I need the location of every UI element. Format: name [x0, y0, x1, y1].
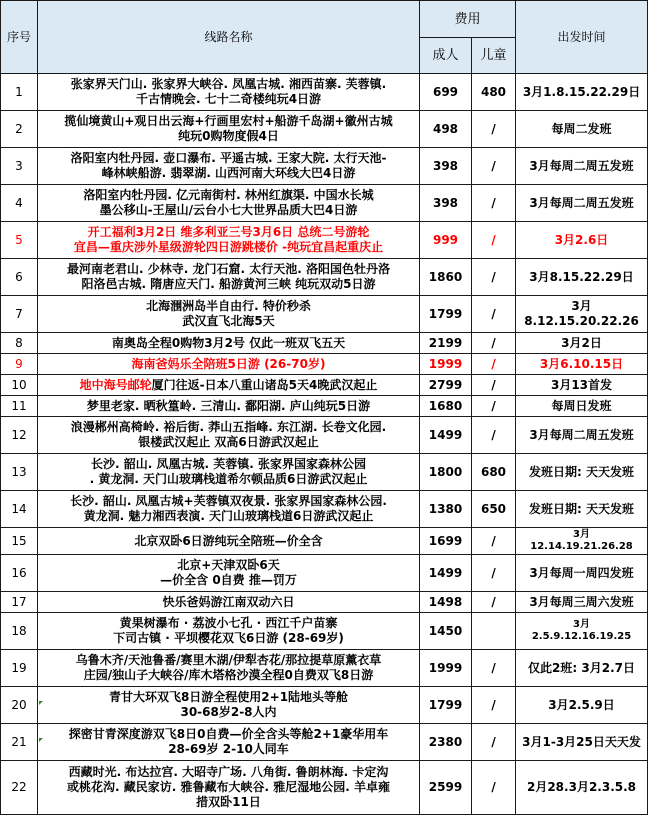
comment-marker [39, 701, 43, 705]
route-line: 西藏时光. 布达拉宫. 大昭寺广场. 八角街. 鲁朗林海. 卡定沟 [68, 765, 389, 779]
table-row [1, 259, 648, 296]
table-row [1, 296, 648, 333]
adult-price-cell[interactable]: 398 [420, 148, 472, 185]
table-row [1, 111, 648, 148]
table-row [1, 592, 648, 613]
route-name-cell[interactable] [38, 491, 420, 528]
header-adult[interactable]: 成人 [420, 38, 472, 74]
row-number[interactable]: 14 [1, 491, 38, 528]
route-line: 长沙. 韶山. 凤凰古城. 芙蓉镇. 张家界国家森林公园 [91, 457, 366, 471]
child-price-cell[interactable]: / [472, 592, 516, 613]
route-line: 快乐爸妈游江南双动六日 [162, 594, 295, 609]
route-name-cell[interactable] [38, 222, 420, 259]
adult-price-cell[interactable]: 498 [420, 111, 472, 148]
table-row [1, 724, 648, 761]
route-line: 黄果树瀑布 · 荔波小七孔 · 西江千户苗寨 [119, 616, 338, 630]
route-line: 最河南老君山. 少林寺. 龙门石窟. 太行天池. 洛阳国色牡丹洛 [67, 262, 390, 276]
departure-line: 2.5.9.12.16.19.25 [531, 631, 632, 642]
row-number[interactable]: 6 [1, 259, 38, 296]
route-line: 北京+天津双卧6天 [177, 558, 280, 572]
route-name-cell[interactable] [38, 528, 420, 555]
departure-line: 发班日期: 天天发班 [529, 501, 634, 516]
departure-line: 3月2.6日 [554, 232, 609, 247]
departure-line: 3月每周三周六发班 [529, 594, 634, 609]
adult-price-cell[interactable]: 1380 [420, 491, 472, 528]
route-line: 探密甘青深度游双飞8日0自费—价全含头等舱2+1豪华用车 [68, 727, 389, 741]
row-number[interactable]: 13 [1, 454, 38, 491]
row-number[interactable]: 16 [1, 555, 38, 592]
departure-cell[interactable] [516, 333, 648, 354]
route-line: 开工福利3月2日 维多利亚三号3月6日 总统二号游轮 [87, 225, 370, 239]
table-row [1, 222, 648, 259]
row-number[interactable]: 21 [1, 724, 38, 761]
row-number[interactable]: 15 [1, 528, 38, 555]
adult-price-cell[interactable]: 1799 [420, 296, 472, 333]
departure-cell[interactable] [516, 613, 648, 650]
row-number[interactable]: 19 [1, 650, 38, 687]
departure-line: 每周二发班 [551, 121, 612, 136]
departure-cell[interactable] [516, 74, 648, 111]
header-departure[interactable]: 出发时间 [516, 1, 648, 74]
child-price-cell[interactable]: / [472, 555, 516, 592]
child-price-cell[interactable]: / [472, 528, 516, 555]
departure-cell[interactable] [516, 354, 648, 375]
adult-price-cell[interactable]: 1450 [420, 613, 472, 650]
child-price-cell[interactable]: / [472, 650, 516, 687]
route-line: 阳洛邑古城. 隋唐应天门. 船游黄河三峡 纯玩双动5日游 [81, 277, 376, 291]
row-number[interactable]: 22 [1, 761, 38, 815]
route-line: —价全含 0自费 推—罚万 [160, 573, 297, 587]
route-name-cell[interactable] [38, 650, 420, 687]
departure-cell[interactable] [516, 687, 648, 724]
route-name-cell[interactable] [38, 724, 420, 761]
route-name-cell[interactable] [38, 613, 420, 650]
route-line: 北京双卧6日游纯玩全陪班—价全含 [134, 533, 323, 548]
header-child[interactable]: 儿童 [472, 38, 516, 74]
departure-line: 3月每周二周五发班 [529, 158, 634, 173]
departure-line: 3月13首发 [550, 377, 613, 392]
table-row [1, 687, 648, 724]
row-number[interactable]: 7 [1, 296, 38, 333]
adult-price-cell[interactable]: 1680 [420, 396, 472, 417]
departure-cell[interactable] [516, 222, 648, 259]
child-price-cell[interactable]: / [472, 687, 516, 724]
child-price-cell[interactable]: 650 [472, 491, 516, 528]
adult-price-cell[interactable]: 1860 [420, 259, 472, 296]
departure-cell[interactable] [516, 650, 648, 687]
route-line: 揽仙境黄山+观日出云海+行画里宏村+船游千岛湖+徽州古城 [64, 114, 393, 128]
table-row [1, 555, 648, 592]
adult-price-cell[interactable]: 1499 [420, 417, 472, 454]
table-row [1, 185, 648, 222]
header-fee[interactable]: 费用 [420, 1, 516, 38]
departure-line: 3月每周二周五发班 [529, 427, 634, 442]
route-name-cell[interactable] [38, 396, 420, 417]
departure-line: 8.12.15.20.22.26 [524, 314, 639, 328]
route-line: 长沙. 韶山. 凤凰古城+芙蓉镇双夜景. 张家界国家森林公园. [70, 494, 387, 508]
route-name-cell[interactable] [38, 592, 420, 613]
route-line: 峰林峡船游. 翡翠湖. 山西河南大环线大巴4日游 [101, 166, 356, 180]
header-no[interactable]: 序号 [1, 1, 38, 74]
child-price-cell[interactable]: / [472, 185, 516, 222]
route-name-cell[interactable] [38, 333, 420, 354]
departure-line: 3月每周二周五发班 [529, 195, 634, 210]
route-line: 梦里老家. 晒秋篁岭. 三清山. 鄱阳湖. 庐山纯玩5日游 [86, 398, 371, 413]
route-line: 武汉直飞北海5天 [182, 314, 275, 328]
route-line: 银楼武汉起止 双高6日游武汉起止 [138, 435, 319, 449]
row-number[interactable]: 2 [1, 111, 38, 148]
adult-price-cell[interactable]: 2199 [420, 333, 472, 354]
departure-line: 仅此2班: 3月2.7日 [528, 660, 635, 675]
route-line: 下司古镇 · 平坝樱花双飞6日游 (28-69岁) [113, 631, 344, 645]
route-line: 30-68岁2-8人内 [180, 705, 277, 719]
table-row [1, 375, 648, 396]
route-line: 千古情晚会. 七十二奇楼纯玩4日游 [135, 92, 322, 106]
adult-price-cell[interactable]: 999 [420, 222, 472, 259]
route-line: 浪漫郴州高椅岭. 裕后街. 莽山五指峰. 东江湖. 长卷文化园. [70, 420, 387, 434]
route-name-cell[interactable] [38, 259, 420, 296]
departure-line: 3月 [573, 619, 590, 630]
departure-cell[interactable] [516, 375, 648, 396]
child-price-cell[interactable]: / [472, 148, 516, 185]
adult-price-cell[interactable]: 1499 [420, 555, 472, 592]
departure-cell[interactable] [516, 454, 648, 491]
route-line: 28-69岁 2-10人同车 [168, 742, 289, 756]
departure-cell[interactable] [516, 491, 648, 528]
adult-price-cell[interactable]: 699 [420, 74, 472, 111]
table-row [1, 613, 648, 650]
route-name-cell[interactable] [38, 354, 420, 375]
child-price-cell[interactable]: / [472, 724, 516, 761]
departure-cell[interactable] [516, 724, 648, 761]
departure-cell[interactable] [516, 148, 648, 185]
route-name-cell[interactable] [38, 185, 420, 222]
departure-cell[interactable] [516, 417, 648, 454]
route-line: 南奥岛全程0购物3月2号 仅此一班双飞五天 [111, 335, 346, 350]
departure-line: 3月8.15.22.29日 [529, 269, 634, 284]
departure-line: 3月2日 [561, 335, 602, 350]
departure-cell[interactable] [516, 528, 648, 555]
departure-cell[interactable] [516, 185, 648, 222]
route-name-cell[interactable] [38, 74, 420, 111]
departure-line: 3月6.10.15日 [539, 356, 624, 371]
adult-price-cell[interactable]: 1799 [420, 687, 472, 724]
departure-cell[interactable] [516, 592, 648, 613]
row-number[interactable]: 11 [1, 396, 38, 417]
route-line: 纯玩0购物度假4日 [178, 129, 279, 143]
child-price-cell[interactable]: / [472, 396, 516, 417]
child-price-cell[interactable]: 680 [472, 454, 516, 491]
route-line: 庄园/独山子大峡谷/库木塔格沙漠全程0自费双飞8日游 [83, 668, 374, 682]
row-number[interactable]: 8 [1, 333, 38, 354]
adult-price-cell[interactable]: 1699 [420, 528, 472, 555]
route-name-cell[interactable] [38, 296, 420, 333]
route-name-cell[interactable] [38, 761, 420, 815]
header-route[interactable]: 线路名称 [38, 1, 420, 74]
comment-marker [39, 738, 43, 742]
route-line: 海南爸妈乐全陪班5日游 (26-70岁) [131, 356, 326, 371]
row-number[interactable]: 9 [1, 354, 38, 375]
child-price-cell[interactable]: / [472, 111, 516, 148]
row-number[interactable]: 17 [1, 592, 38, 613]
adult-price-cell[interactable]: 2799 [420, 375, 472, 396]
route-line: 厦门往返-日本八重山诸岛5天4晚武汉起止 [151, 377, 378, 392]
route-line: 洛阳室内牡丹园. 亿元南街村. 林州红旗渠. 中国水长城 [83, 188, 374, 202]
route-line: 青甘大环双飞8日游全程使用2+1陆地头等舱 [108, 690, 349, 704]
departure-line: 3月 [571, 299, 592, 313]
departure-cell[interactable] [516, 111, 648, 148]
departure-line: 3月2.5.9日 [548, 697, 615, 712]
row-number[interactable]: 18 [1, 613, 38, 650]
departure-cell[interactable] [516, 259, 648, 296]
departure-line: 3月 [573, 529, 590, 540]
route-line: 墨公移山-王屋山/云台小七大世界品质大巴4日游 [99, 203, 358, 217]
adult-price-cell[interactable]: 1498 [420, 592, 472, 613]
table-row [1, 148, 648, 185]
child-price-cell[interactable]: 480 [472, 74, 516, 111]
departure-cell[interactable] [516, 761, 648, 815]
route-name-cell[interactable] [38, 148, 420, 185]
route-highlight: 地中海号邮轮 [79, 377, 152, 392]
route-line: 或桃花沟. 藏民家访. 雅鲁藏布大峡谷. 雅尼湿地公园. 羊卓雍 [67, 780, 390, 794]
table-row [1, 761, 648, 815]
route-name-cell[interactable] [38, 454, 420, 491]
departure-cell[interactable] [516, 296, 648, 333]
departure-cell[interactable] [516, 555, 648, 592]
table-row [1, 528, 648, 555]
route-line: 北海涠洲岛半自由行. 特价秒杀 [146, 299, 311, 313]
row-number[interactable]: 3 [1, 148, 38, 185]
child-price-cell[interactable]: / [472, 761, 516, 815]
table-row [1, 74, 648, 111]
table-row [1, 491, 648, 528]
table-row [1, 650, 648, 687]
row-number[interactable]: 1 [1, 74, 38, 111]
row-number[interactable]: 4 [1, 185, 38, 222]
table-row [1, 417, 648, 454]
table-row [1, 396, 648, 417]
child-price-cell[interactable]: / [472, 333, 516, 354]
departure-cell[interactable] [516, 396, 648, 417]
row-number[interactable]: 5 [1, 222, 38, 259]
child-price-cell[interactable] [472, 613, 516, 650]
route-name-cell[interactable] [38, 555, 420, 592]
route-line: 宜昌—重庆涉外星级游轮四日游跳楼价 -纯玩宜昌起重庆止 [73, 240, 384, 254]
child-price-cell[interactable]: / [472, 354, 516, 375]
row-number[interactable]: 20 [1, 687, 38, 724]
row-number[interactable]: 10 [1, 375, 38, 396]
route-line: 措双卧11日 [196, 795, 261, 809]
departure-line: 12.14.19.21.26.28 [530, 541, 633, 552]
adult-price-cell[interactable]: 398 [420, 185, 472, 222]
adult-price-cell[interactable]: 2599 [420, 761, 472, 815]
adult-price-cell[interactable]: 1800 [420, 454, 472, 491]
child-price-cell[interactable]: / [472, 296, 516, 333]
route-line: 乌鲁木齐/天池鲁番/赛里木湖/伊犁杏花/那拉提草原薰衣草 [75, 653, 382, 667]
child-price-cell[interactable]: / [472, 417, 516, 454]
route-name-cell[interactable] [38, 687, 420, 724]
departure-line: 发班日期: 天天发班 [529, 464, 634, 479]
route-name-cell[interactable] [38, 417, 420, 454]
child-price-cell[interactable]: / [472, 375, 516, 396]
route-line: 洛阳室内牡丹园. 壶口瀑布. 平遥古城. 王家大院. 太行天池- [70, 151, 387, 165]
departure-line: 3月1.8.15.22.29日 [522, 84, 641, 99]
child-price-cell[interactable]: / [472, 222, 516, 259]
adult-price-cell[interactable]: 1999 [420, 354, 472, 375]
departure-line: 3月每周一周四发班 [529, 565, 634, 580]
route-name-cell[interactable] [38, 111, 420, 148]
departure-line: 2月28.3月2.3.5.8 [526, 780, 637, 794]
route-name-cell[interactable] [38, 375, 420, 396]
adult-price-cell[interactable]: 1999 [420, 650, 472, 687]
route-line: 张家界天门山. 张家界大峡谷. 凤凰古城. 湘西苗寨. 芙蓉镇. [70, 77, 387, 91]
table-row [1, 354, 648, 375]
table-row [1, 454, 648, 491]
departure-line: 每周日发班 [551, 398, 612, 413]
departure-line: 3月1-3月25日天天发 [522, 734, 641, 749]
adult-price-cell[interactable]: 2380 [420, 724, 472, 761]
table-row [1, 333, 648, 354]
row-number[interactable]: 12 [1, 417, 38, 454]
route-line: 黄龙洞. 魅力湘西表演. 天门山玻璃栈道6日游武汉起止 [83, 509, 374, 523]
child-price-cell[interactable]: / [472, 259, 516, 296]
route-line: . 黄龙洞. 天门山玻璃栈道希尔顿品质6日游武汉起止 [89, 472, 368, 486]
